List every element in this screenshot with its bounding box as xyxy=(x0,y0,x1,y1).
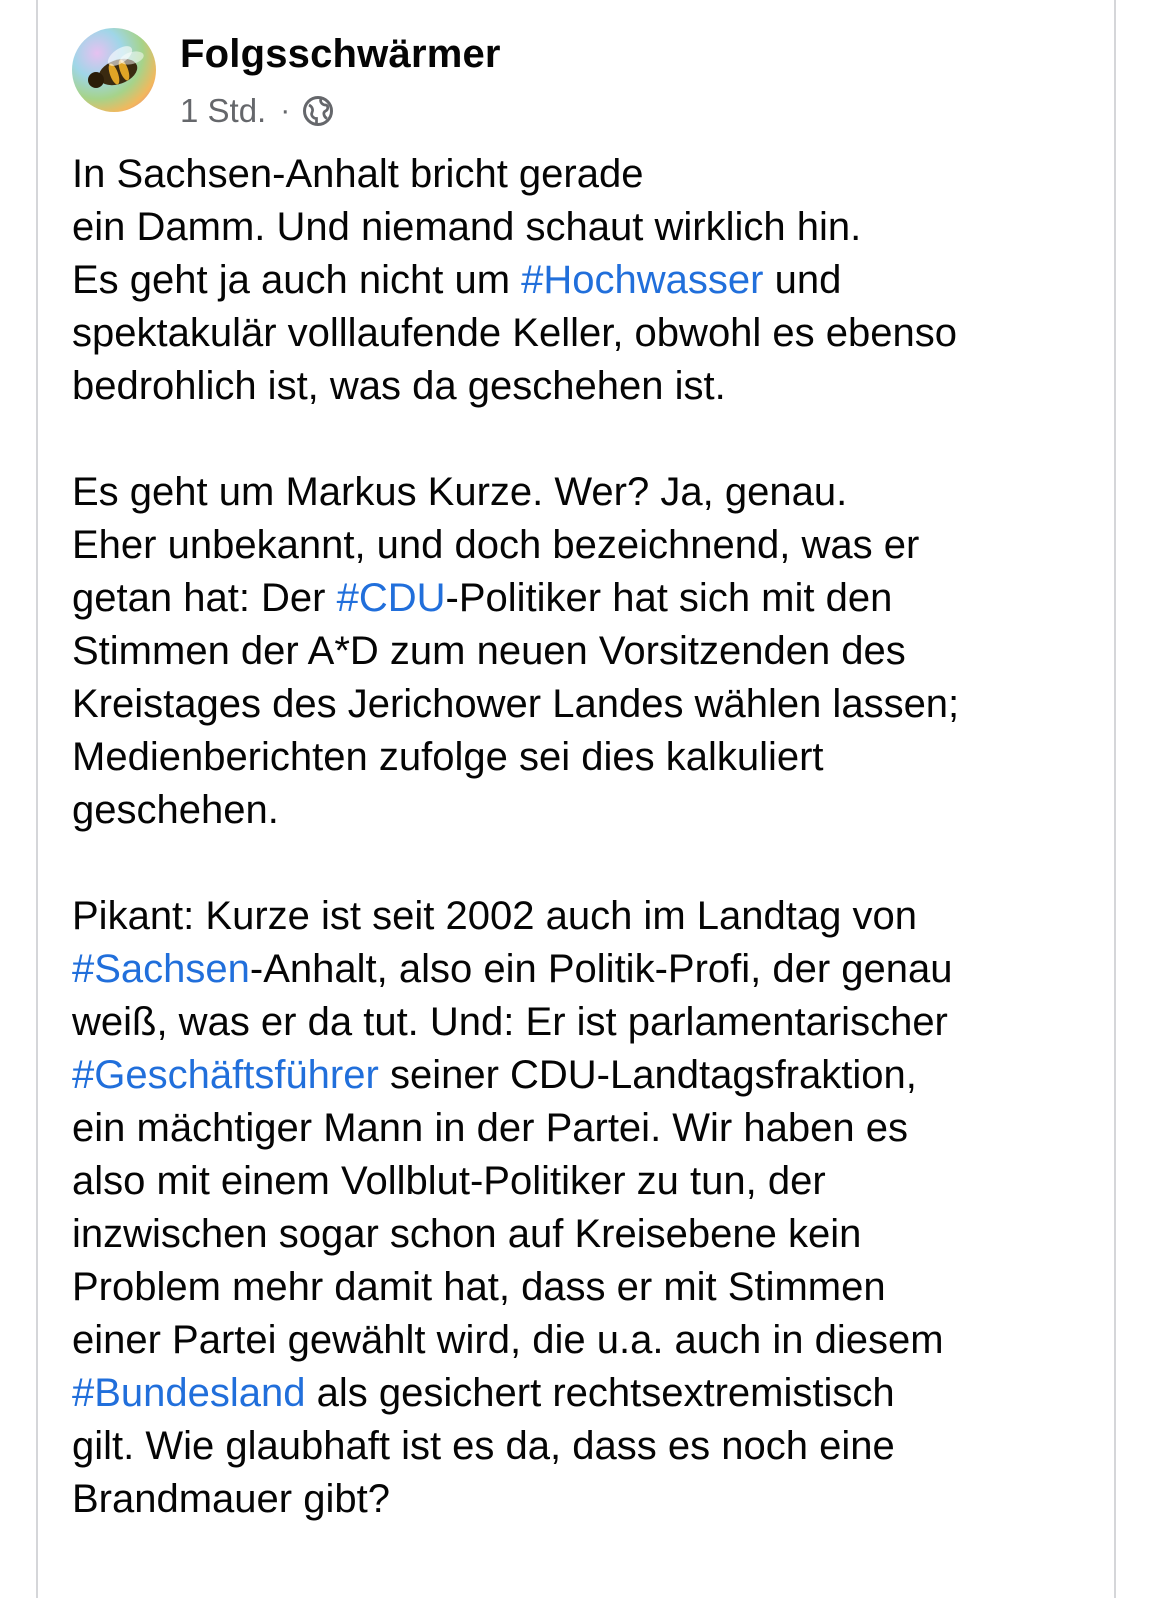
text-line: einer Partei gewählt wird, die u.a. auch in diesem xyxy=(72,1318,944,1362)
text-line: Eher unbekannt, und doch bezeichnend, was er xyxy=(72,523,920,567)
text-line: Es geht um Markus Kurze. Wer? Ja, genau. xyxy=(72,470,848,514)
hashtag-sachsen-link[interactable]: #Sachsen xyxy=(72,947,250,991)
text-line: ein mächtiger Mann in der Partei. Wir haben es xyxy=(72,1106,908,1150)
bee-avatar-icon xyxy=(72,28,156,112)
paragraph-1 xyxy=(72,148,1102,413)
text-fragment: -Politiker hat sich mit den xyxy=(445,576,893,620)
text-fragment: Es geht ja auch nicht um xyxy=(72,258,522,302)
text-fragment: und xyxy=(763,258,842,302)
text-fragment: seiner CDU-Landtagsfraktion, xyxy=(378,1053,917,1097)
hashtag-hochwasser-link[interactable]: #Hochwasser xyxy=(521,258,764,302)
text-line: inzwischen sogar schon auf Kreisebene kein xyxy=(72,1212,862,1256)
text-line: gilt. Wie glaubhaft ist es da, dass es noch eine xyxy=(72,1424,895,1468)
text-line: Pikant: Kurze ist seit 2002 auch im Landtag von xyxy=(72,894,917,938)
text-line: Kreistages des Jerichower Landes wählen lassen; xyxy=(72,682,960,726)
text-line: Problem mehr damit hat, dass er mit Stimmen xyxy=(72,1265,886,1309)
post-card xyxy=(36,0,1116,1598)
text-line xyxy=(72,254,1102,307)
author-name[interactable]: Folgsschwärmer xyxy=(180,32,501,76)
text-line xyxy=(72,1367,1102,1420)
text-line: weiß, was er da tut. Und: Er ist parlamentarischer xyxy=(72,1000,948,1044)
text-line: ein Damm. Und niemand schaut wirklich hin. xyxy=(72,205,862,249)
hashtag-cdu-link[interactable]: #CDU xyxy=(336,576,446,620)
text-line: spektakulär volllaufende Keller, obwohl es ebenso xyxy=(72,311,958,355)
text-fragment: als gesichert rechtsextremistisch xyxy=(305,1371,895,1415)
meta-separator: · xyxy=(280,94,291,127)
paragraph-3 xyxy=(72,890,1102,1526)
text-line xyxy=(72,1049,1102,1102)
text-fragment: getan hat: Der xyxy=(72,576,337,620)
text-line xyxy=(72,572,1102,625)
text-line: geschehen. xyxy=(72,788,279,832)
hashtag-geschaeftsfuehrer-link[interactable]: #Geschäftsführer xyxy=(72,1053,379,1097)
text-line: In Sachsen-Anhalt bricht gerade xyxy=(72,152,644,196)
text-line xyxy=(72,943,1102,996)
hashtag-bundesland-link[interactable]: #Bundesland xyxy=(72,1371,306,1415)
text-line: Stimmen der A*D zum neuen Vorsitzenden des xyxy=(72,629,906,673)
text-line: Brandmauer gibt? xyxy=(72,1477,390,1521)
post-text xyxy=(72,148,1102,1579)
text-line: bedrohlich ist, was da geschehen ist. xyxy=(72,364,726,408)
globe-icon[interactable] xyxy=(300,93,336,129)
text-line: Medienberichten zufolge sei dies kalkuliert xyxy=(72,735,824,779)
post-timestamp[interactable]: 1 Std. xyxy=(180,92,267,129)
text-line: also mit einem Vollblut-Politiker zu tun, der xyxy=(72,1159,826,1203)
paragraph-2 xyxy=(72,466,1102,837)
post-meta xyxy=(180,92,336,130)
text-fragment: -Anhalt, also ein Politik-Profi, der genau xyxy=(249,947,953,991)
author-avatar[interactable] xyxy=(72,28,156,112)
